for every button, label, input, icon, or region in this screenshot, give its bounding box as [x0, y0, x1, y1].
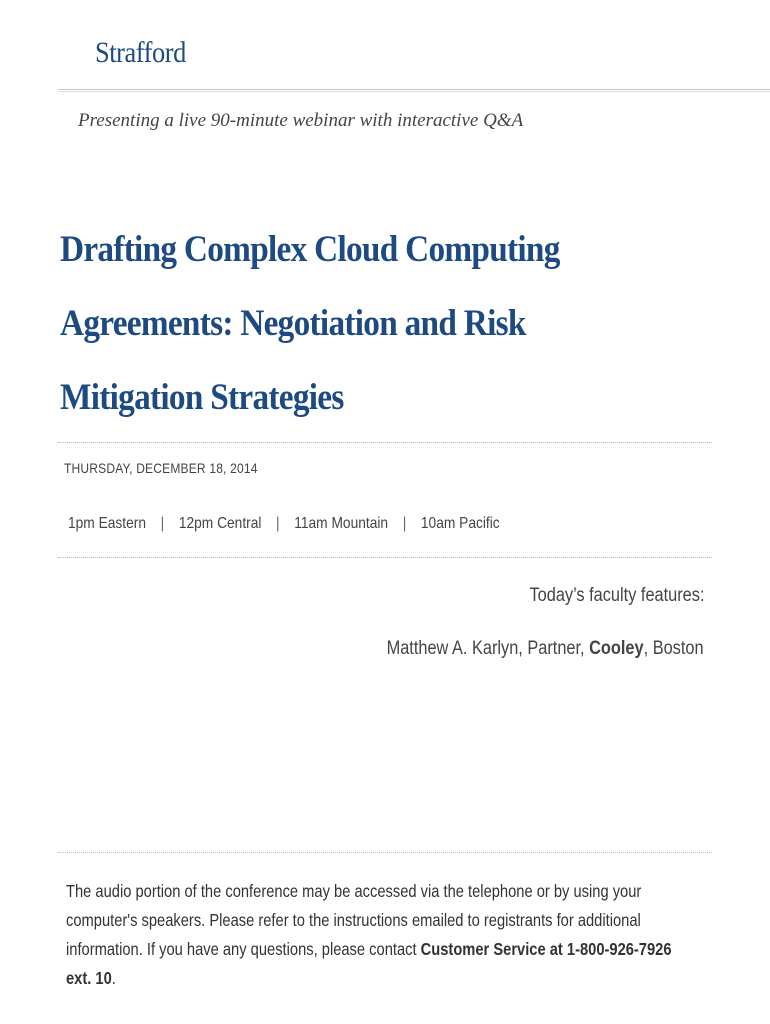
faculty-location: , Boston: [644, 638, 704, 659]
audio-notice-end: .: [111, 968, 116, 988]
header-divider: [58, 89, 770, 92]
time-eastern: 1pm Eastern: [68, 515, 147, 532]
time-pacific: 10am Pacific: [420, 515, 500, 532]
divider-top: [58, 442, 712, 443]
divider-bottom: [58, 852, 712, 853]
faculty-firm: Cooley: [589, 638, 645, 659]
strafford-logo: Strafford: [95, 36, 186, 69]
audio-notice: [66, 877, 683, 993]
faculty-heading: Today’s faculty features:: [529, 585, 704, 606]
time-separator: |: [160, 515, 165, 532]
audio-notice-text: The audio portion of the conference may be accessed via the telephone or by using your computer's speakers. Please refer to the instructions emailed to registrants for additional information. If you have any questions, please contact: [66, 881, 642, 959]
title-line-3: Mitigation Strategies: [60, 377, 344, 418]
webinar-tagline: Presenting a live 90-minute webinar with interactive Q&A: [78, 110, 524, 131]
divider-middle: [58, 557, 712, 558]
faculty-member: [387, 638, 704, 660]
faculty-name-role: Matthew A. Karlyn, Partner,: [387, 638, 590, 659]
title-line-2: Agreements: Negotiation and Risk: [60, 303, 526, 344]
title-line-1: Drafting Complex Cloud Computing: [60, 229, 560, 270]
webinar-title: [60, 213, 618, 435]
time-mountain: 11am Mountain: [294, 515, 389, 532]
webinar-times: [68, 515, 500, 533]
time-separator: |: [276, 515, 280, 532]
customer-service-contact: Customer Service at 1-800-926-7926 ext. 10: [66, 939, 672, 988]
time-separator: |: [402, 515, 407, 532]
time-central: 12pm Central: [178, 515, 262, 532]
webinar-date: THURSDAY, DECEMBER 18, 2014: [64, 460, 258, 476]
